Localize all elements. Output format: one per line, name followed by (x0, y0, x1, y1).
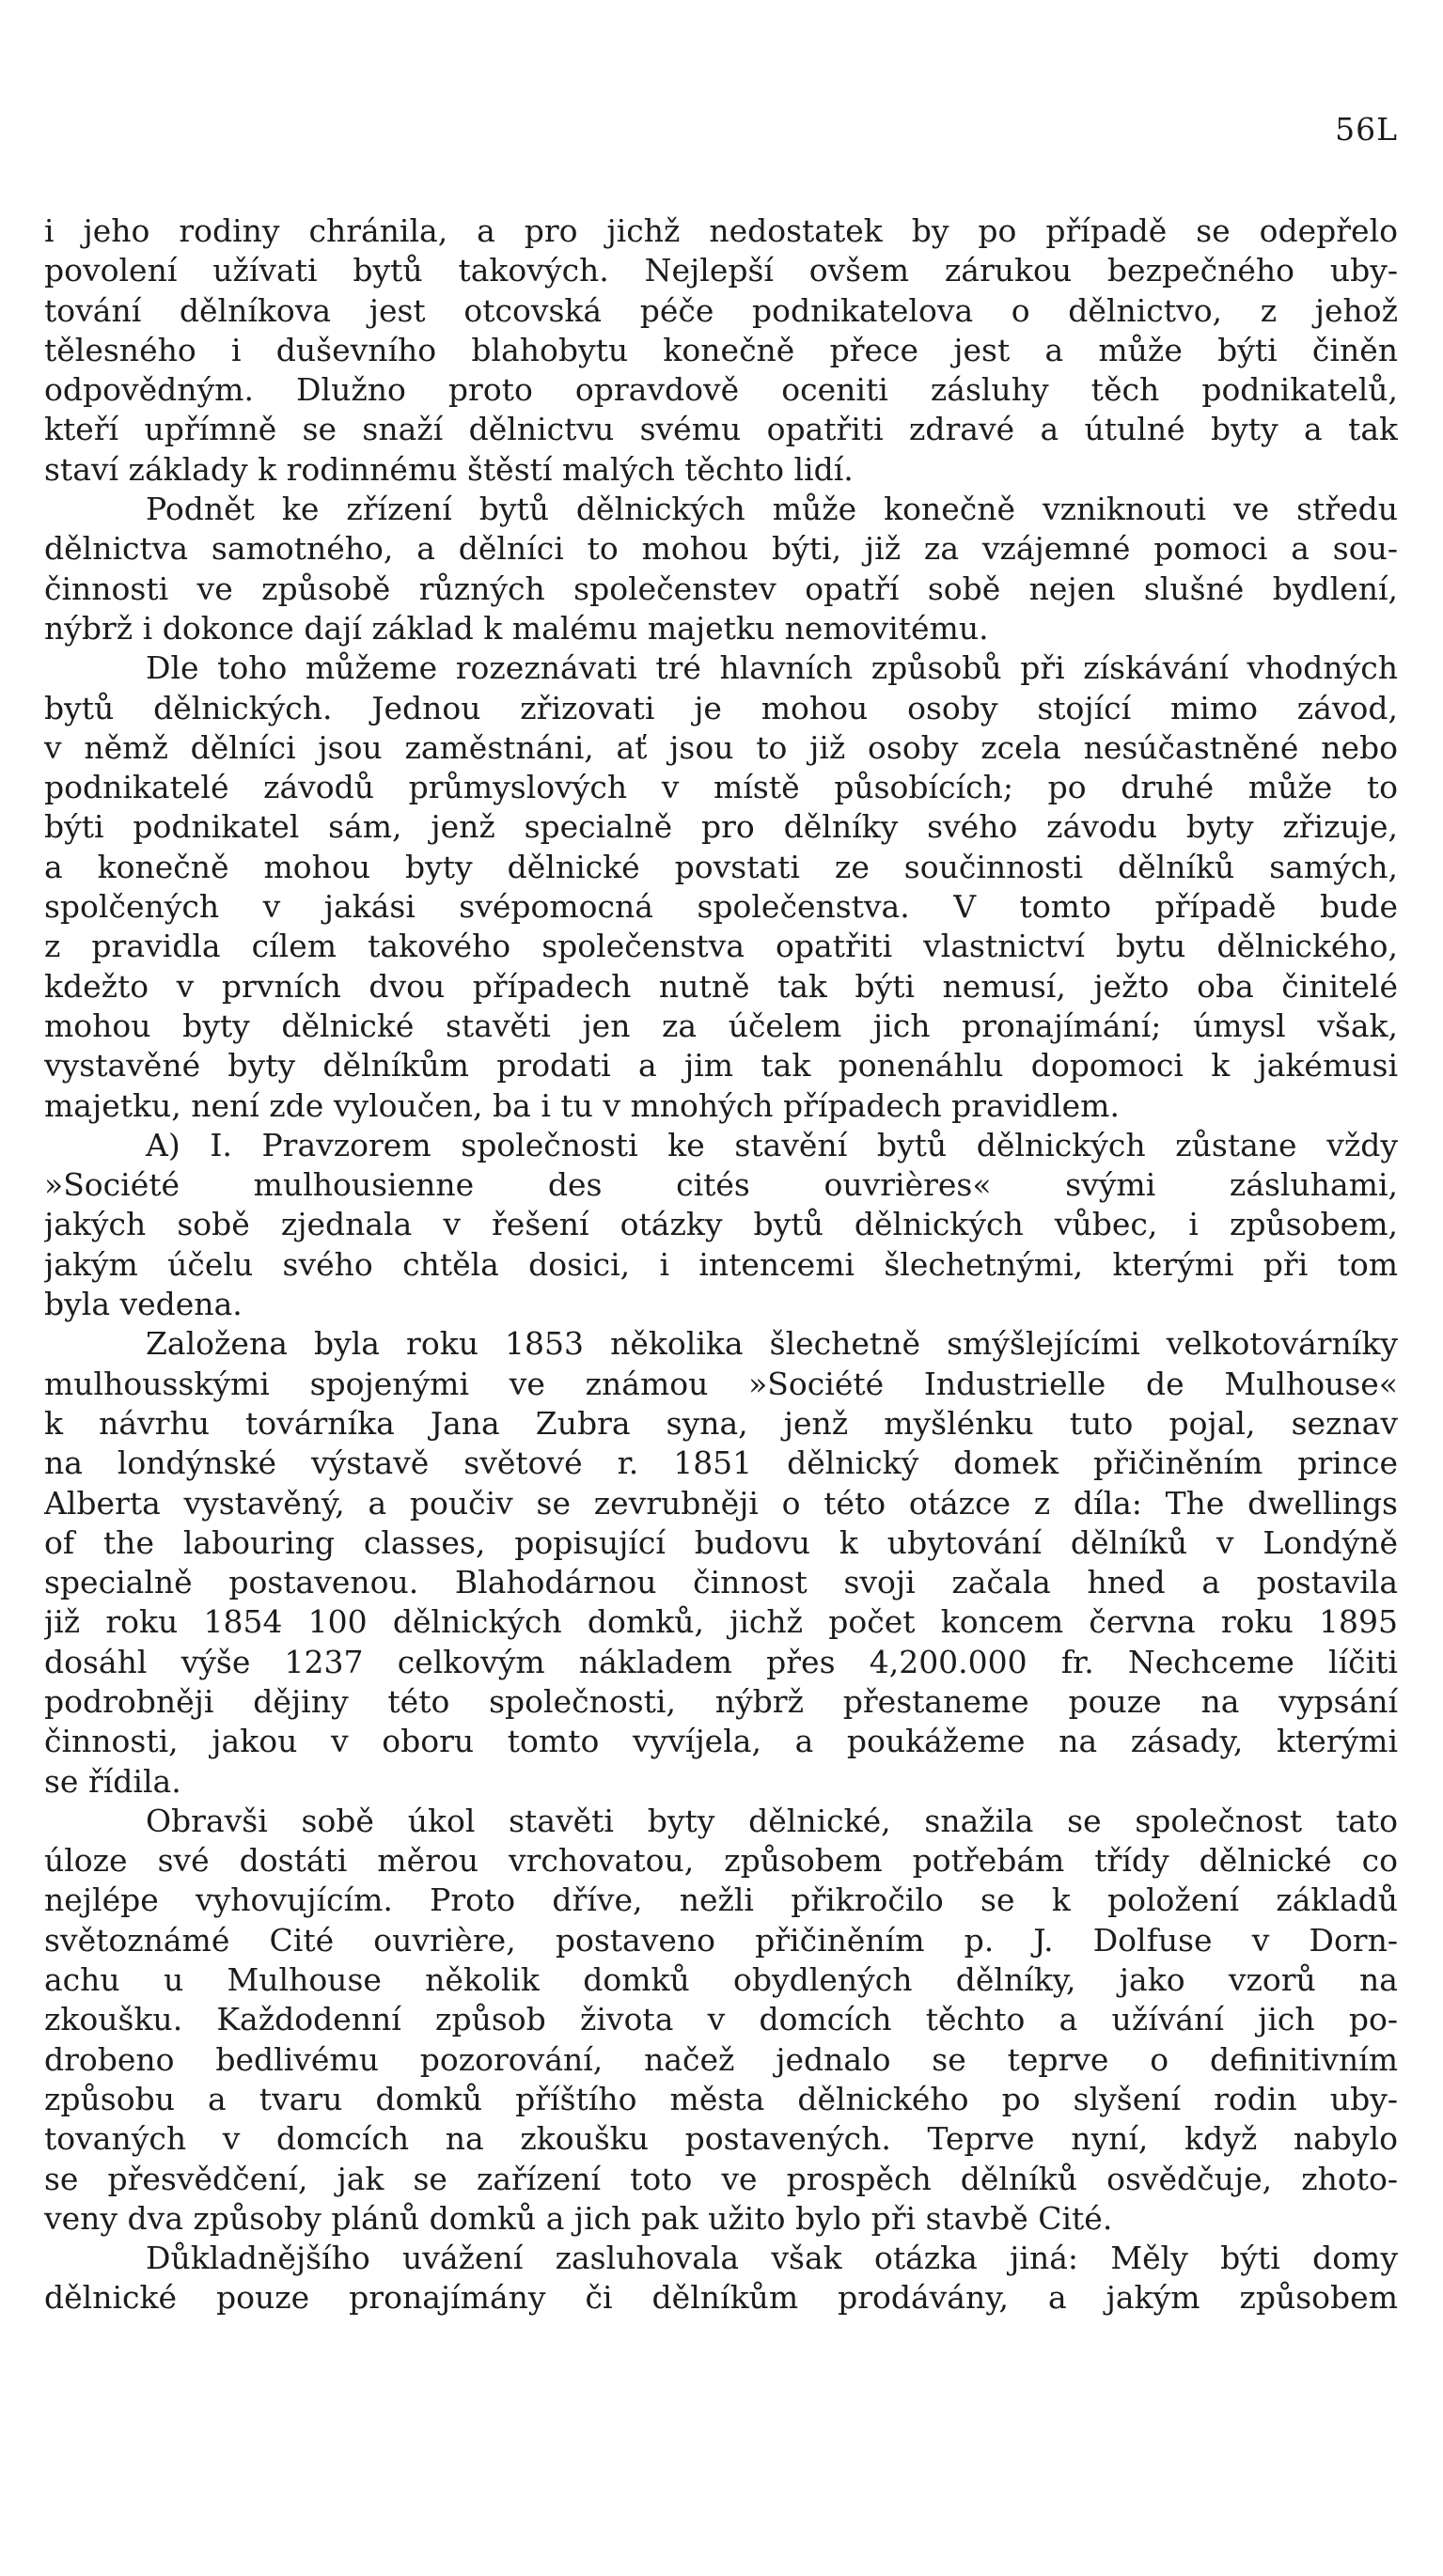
text-line: »Société mulhousienne des cités ouvrières« svými zásluhami, (44, 1166, 1398, 1204)
text-line: světoznámé Cité ouvrière, postaveno přičiněním p. J. Dolfuse v Dorn- (44, 1921, 1398, 1959)
text-line: se přesvědčení, jak se zařízení toto ve prospěch dělníků osvědčuje, zhoto- (44, 2160, 1398, 2197)
text-line: majetku, není zde vyloučen, ba i tu v mnohých případech pravidlem. (44, 1086, 1120, 1124)
text-line: Obravši sobě úkol stavěti byty dělnické, snažila se společnost tato (146, 1802, 1398, 1839)
text-line: dělnické pouze pronajímány či dělníkům prodávány, a jakým způsobem (44, 2279, 1398, 2317)
text-line: tělesného i duševního blahobytu konečně přece jest a může býti činěn (44, 331, 1398, 368)
text-line: podnikatelé závodů průmyslových v místě působících; po druhé může to (44, 769, 1398, 806)
text-line: drobeno bedlivému pozorování, načež jednalo se teprve o definitivním (44, 2040, 1398, 2078)
text-line: se řídila. (44, 1762, 181, 1800)
text-line: dělnictva samotného, a dělníci to mohou býti, již za vzájemné pomoci a sou- (44, 530, 1398, 568)
text-line: povolení užívati bytů takových. Nejlepší ovšem zárukou bezpečného uby- (44, 252, 1398, 289)
text-line: bytů dělnických. Jednou zřizovati je mohou osoby stojící mimo závod, (44, 689, 1398, 726)
text-line: činnosti, jakou v oboru tomto vyvíjela, a poukážeme na zásady, kterými (44, 1723, 1398, 1760)
text-line: způsobu a tvaru domků příštího města dělnického po slyšení rodin uby- (44, 2080, 1398, 2117)
text-line: odpovědným. Dlužno proto opravdově oceniti zásluhy těch podnikatelů, (44, 371, 1398, 409)
text-line: a konečně mohou byty dělnické povstati ze součinnosti dělníků samých, (44, 848, 1398, 885)
text-line: býti podnikatel sám, jenž specialně pro dělníky svého závodu byty zřizuje, (44, 808, 1398, 846)
text-line: v němž dělníci jsou zaměstnáni, ať jsou to již osoby zcela nesúčastněné nebo (44, 728, 1398, 766)
page-number: 56L (1335, 111, 1398, 148)
text-line: kdežto v prvních dvou případech nutně tak býti nemusí, ježto oba činitelé (44, 967, 1398, 1005)
text-line: Dle toho můžeme rozeznávati tré hlavních způsobů při získávání vhodných (146, 649, 1398, 687)
body-text (44, 211, 1398, 2318)
text-line: spolčených v jakási svépomocná společenstva. V tomto případě bude (44, 888, 1398, 926)
text-line: tovaných v domcích na zkoušku postavených. Teprve nyní, když nabylo (44, 2120, 1398, 2158)
text-line: Podnět ke zřízení bytů dělnických může konečně vzniknouti ve středu (146, 491, 1398, 528)
text-line: k návrhu továrníka Jana Zubra syna, jenž myšlénku tuto pojal, seznav (44, 1404, 1398, 1442)
text-line: nejlépe vyhovujícím. Proto dříve, nežli přikročilo se k položení základů (44, 1881, 1398, 1919)
text-line: staví základy k rodinnému štěstí malých těchto lidí. (44, 450, 854, 488)
text-line: již roku 1854 100 dělnických domků, jichž počet koncem června roku 1895 (44, 1603, 1398, 1641)
text-line: úloze své dostáti měrou vrchovatou, způsobem potřebám třídy dělnické co (44, 1842, 1398, 1880)
text-line: nýbrž i dokonce dají základ k malému majetku nemovitému. (44, 609, 989, 647)
text-line: jakým účelu svého chtěla dosici, i intencemi šlechetnými, kterými při tom (44, 1245, 1398, 1283)
text-line: zkoušku. Každodenní způsob života v domcích těchto a užívání jich po- (44, 2001, 1398, 2038)
text-line: vystavěné byty dělníkům prodati a jim tak ponenáhlu dopomoci k jakémusi (44, 1047, 1398, 1085)
text-line: na londýnské výstavě světové r. 1851 dělnický domek přičiněním prince (44, 1444, 1398, 1482)
text-line: kteří upřímně se snaží dělnictvu svému opatřiti zdravé a útulné byty a tak (44, 411, 1398, 448)
text-line: dosáhl výše 1237 celkovým nákladem přes 4,200.000 fr. Nechceme líčiti (44, 1643, 1398, 1680)
text-line: mohou byty dělnické stavěti jen za účelem jich pronajímání; úmysl však, (44, 1007, 1398, 1044)
text-line: veny dva způsoby plánů domků a jich pak užito bylo při stavbě Cité. (44, 2199, 1113, 2237)
text-line: specialně postavenou. Blahodárnou činnost svoji začala hned a postavila (44, 1564, 1398, 1601)
text-line: tování dělníkova jest otcovská péče podnikatelova o dělnictvo, z jehož (44, 291, 1398, 329)
text-line: mulhousskými spojenými ve známou »Société Industrielle de Mulhouse« (44, 1365, 1398, 1402)
text-line: i jeho rodiny chránila, a pro jichž nedostatek by po případě se odepřelo (44, 212, 1398, 249)
text-line: byla vedena. (44, 1286, 243, 1323)
text-line: podrobněji dějiny této společnosti, nýbrž přestaneme pouze na vypsání (44, 1682, 1398, 1720)
text-line: z pravidla cílem takového společenstva opatřiti vlastnictví bytu dělnického, (44, 928, 1398, 965)
text-line: Důkladnějšího uvážení zasluhovala však otázka jiná: Měly býti domy (146, 2240, 1398, 2277)
text-line: A) I. Pravzorem společnosti ke stavění bytů dělnických zůstane vždy (146, 1126, 1398, 1163)
text-line: činnosti ve způsobě různých společenstev opatří sobě nejen slušné bydlení, (44, 570, 1398, 607)
text-line: Alberta vystavěný, a poučiv se zevrubněji o této otázce z díla: The dwellings (44, 1484, 1398, 1522)
text-line: of the labouring classes, popisující budovu k ubytování dělníků v Londýně (44, 1523, 1398, 1561)
text-line: achu u Mulhouse několik domků obydlených dělníky, jako vzorů na (44, 1961, 1398, 1999)
text-line: jakých sobě zjednala v řešení otázky bytů dělnických vůbec, i způsobem, (44, 1206, 1398, 1243)
text-line: Založena byla roku 1853 několika šlechetně smýšlejícími velkotovárníky (146, 1325, 1398, 1363)
